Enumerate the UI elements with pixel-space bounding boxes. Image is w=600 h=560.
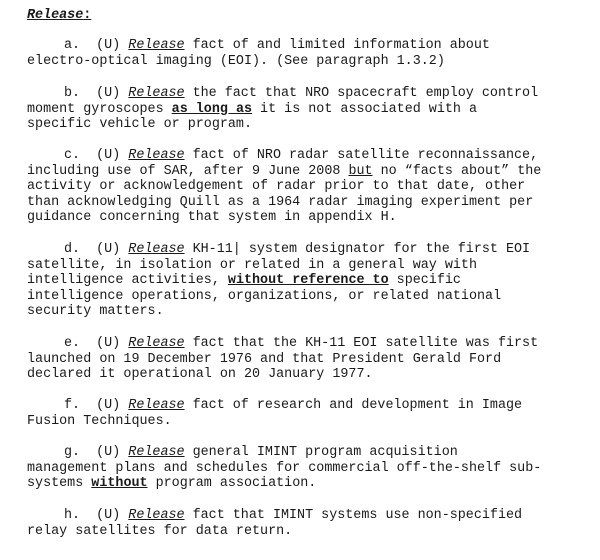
paragraph-e [27, 336, 593, 383]
paragraph-line [27, 210, 593, 226]
paragraph-line [27, 38, 593, 54]
text-segment: declared it operational on 20 January 1977. [27, 367, 373, 383]
paragraph-line [27, 352, 593, 368]
paragraph-line [27, 304, 593, 320]
paragraph-d [27, 242, 593, 320]
release-keyword: Release [128, 38, 185, 53]
paragraph-line [27, 148, 593, 164]
text-segment: specific [388, 273, 461, 289]
paragraph-c [27, 148, 593, 226]
text-segment: satellite, in isolation or related in a general way with [27, 257, 477, 273]
text-segment: d. (U) [64, 242, 129, 257]
text-segment: fact that IMINT systems use non-specified [184, 508, 523, 523]
release-keyword: Release [128, 398, 185, 413]
release-keyword: Release [128, 508, 185, 523]
paragraph-line [27, 195, 593, 211]
text-segment: guidance concerning that system in appendix H. [27, 210, 397, 226]
release-keyword: Release [128, 336, 185, 351]
text-segment: management plans and schedules for commercial off-the-shelf sub- [27, 460, 542, 476]
emphasized-text: without reference to [227, 273, 389, 289]
text-segment: intelligence activities, [27, 273, 228, 289]
text-segment: c. (U) [64, 148, 129, 163]
paragraph-line [27, 524, 593, 540]
text-segment: intelligence operations, organizations, or related national [27, 288, 502, 304]
emphasized-text: but [348, 163, 373, 179]
text-segment: fact of NRO radar satellite reconnaissance, [184, 148, 539, 163]
paragraph-a [27, 38, 593, 69]
text-segment: moment gyroscopes [27, 101, 172, 117]
paragraph-line [27, 164, 593, 180]
emphasized-text: as long as [171, 101, 253, 117]
paragraph-h [27, 508, 593, 539]
text-segment: fact that the KH-11 EOI satellite was first [184, 336, 539, 351]
paragraph-line [27, 86, 593, 102]
paragraph-line [27, 289, 593, 305]
text-segment: relay satellites for data return. [27, 523, 293, 539]
paragraph-g [27, 445, 593, 492]
paragraph-f [27, 398, 593, 429]
paragraph-line [27, 242, 593, 258]
release-keyword: Release [128, 242, 185, 257]
paragraph-line [27, 398, 593, 414]
paragraph-line [27, 445, 593, 461]
text-segment: KH-11| system designator for the first EOI [184, 242, 531, 257]
text-segment: fact of research and development in Image [184, 398, 523, 413]
paragraph-line [27, 179, 593, 195]
paragraph-line [27, 258, 593, 274]
text-segment: Fusion Techniques. [27, 413, 172, 429]
release-keyword: Release [128, 148, 185, 163]
text-segment: e. (U) [64, 336, 129, 351]
text-segment: including use of SAR, after 9 June 2008 [27, 163, 349, 179]
text-segment: b. (U) [64, 86, 129, 101]
text-segment: it is not associated with a [252, 101, 478, 117]
text-segment: program association. [147, 476, 317, 492]
paragraph-b [27, 86, 593, 133]
paragraph-line [27, 461, 593, 477]
text-segment: security matters. [27, 304, 164, 320]
paragraph-line [27, 102, 593, 118]
paragraph-line [27, 54, 593, 70]
text-segment: activity or acknowledgement of radar prior to that date, other [27, 179, 526, 195]
heading-text: Release [27, 8, 84, 23]
paragraph-line [27, 336, 593, 352]
text-segment: a. (U) [64, 38, 129, 53]
paragraph-line [27, 476, 593, 492]
paragraph-line [27, 414, 593, 430]
paragraph-line [27, 117, 593, 133]
release-keyword: Release [128, 445, 185, 460]
text-segment: specific vehicle or program. [27, 117, 252, 133]
release-keyword: Release [128, 86, 185, 101]
section-heading [27, 8, 91, 24]
text-segment: h. (U) [64, 508, 129, 523]
emphasized-text: without [91, 476, 148, 492]
text-segment: general IMINT program acquisition [184, 445, 458, 460]
text-segment: launched on 19 December 1976 and that President Gerald Ford [27, 351, 502, 367]
paragraph-line [27, 367, 593, 383]
text-segment: than acknowledging Quill as a 1964 radar imaging experiment per [27, 194, 534, 210]
heading-colon: : [83, 8, 92, 23]
text-segment: no “facts about” the [372, 163, 542, 179]
text-segment: systems [27, 476, 92, 492]
paragraph-line [27, 508, 593, 524]
text-segment: electro-optical imaging (EOI). (See paragraph 1.3.2) [27, 53, 445, 69]
text-segment: f. (U) [64, 398, 129, 413]
paragraph-line [27, 273, 593, 289]
text-segment: fact of and limited information about [184, 38, 490, 53]
text-segment: the fact that NRO spacecraft employ control [184, 86, 539, 101]
text-segment: g. (U) [64, 445, 129, 460]
